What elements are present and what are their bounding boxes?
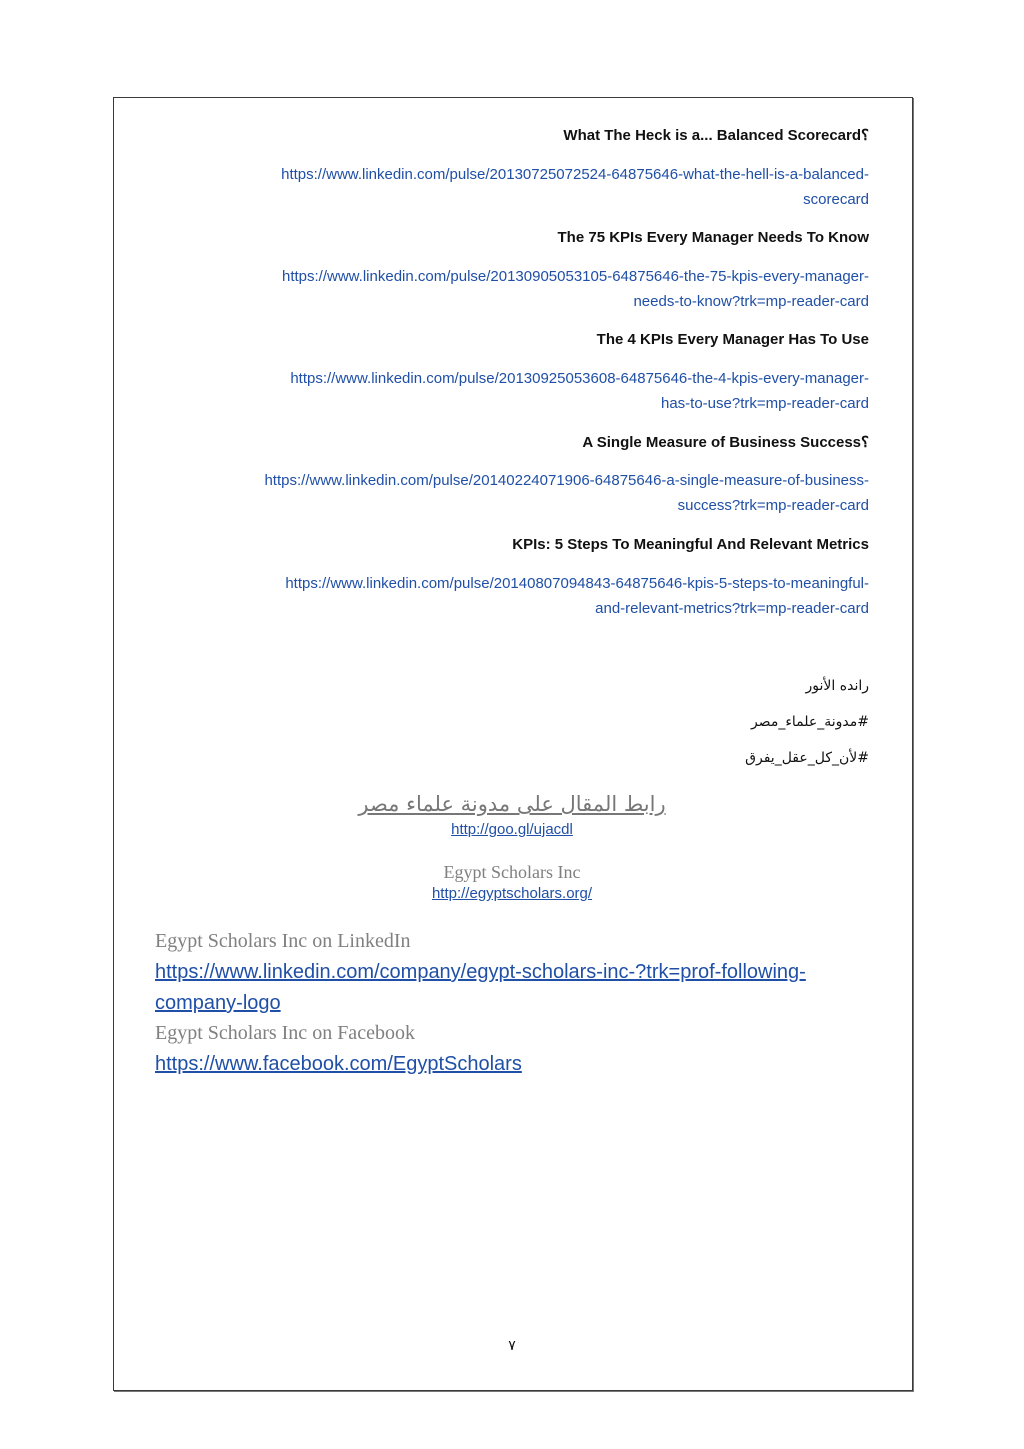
org-url-wrap (152, 884, 872, 904)
article-url-link[interactable]: http://goo.gl/ujacdl (451, 821, 573, 838)
author-name: رانده الأنور (805, 678, 869, 694)
article-link-label[interactable]: رابط المقال على مدونة علماء مصر (358, 792, 666, 816)
reference-3-link[interactable] (152, 366, 869, 416)
reference-5 (152, 535, 869, 555)
linkedin-url-line-1[interactable]: https://www.linkedin.com/company/egypt-scholars-inc-?trk=prof-following- (155, 961, 806, 983)
org-name: Egypt Scholars Inc (443, 862, 581, 882)
reference-2-link[interactable] (152, 264, 869, 314)
reference-title: The 75 KPIs Every Manager Needs To Know (557, 229, 869, 246)
reference-title: KPIs: 5 Steps To Meaningful And Relevant Metrics (512, 536, 869, 553)
org-name-wrap (152, 860, 872, 884)
link-line[interactable]: and-relevant-metrics?trk=mp-reader-card (595, 600, 869, 617)
link-line[interactable]: has-to-use?trk=mp-reader-card (660, 395, 869, 412)
link-line[interactable]: https://www.linkedin.com/pulse/20130925053608-64875646-the-4-kpis-every-manager- (290, 370, 869, 387)
reference-3 (152, 330, 869, 350)
link-line[interactable]: scorecard (803, 191, 869, 208)
reference-title: The 4 KPIs Every Manager Has To Use (596, 331, 869, 348)
hashtag-blog[interactable]: #مدونة_علماء_مصر (750, 714, 869, 730)
linkedin-label: Egypt Scholars Inc on LinkedIn (155, 930, 411, 952)
org-url-link[interactable]: http://egyptscholars.org/ (431, 885, 593, 902)
facebook-url-link[interactable]: https://www.facebook.com/EgyptScholars (155, 1053, 522, 1075)
reference-title: A Single Measure of Business Success؟ (582, 434, 869, 451)
link-line[interactable]: success?trk=mp-reader-card (677, 497, 869, 514)
link-line[interactable]: https://www.linkedin.com/pulse/20130725072524-64875646-what-the-hell-is-a-balanced- (281, 166, 869, 183)
reference-title: What The Heck is a... Balanced Scorecard؟ (563, 127, 869, 144)
article-url-wrap (152, 820, 872, 840)
link-line[interactable]: https://www.linkedin.com/pulse/20140807094843-64875646-kpis-5-steps-to-meaningful- (285, 575, 869, 592)
link-line[interactable]: https://www.linkedin.com/pulse/20140224071906-64875646-a-single-measure-of-business- (264, 472, 869, 489)
reference-1 (152, 126, 869, 146)
reference-4 (152, 433, 869, 453)
facebook-label: Egypt Scholars Inc on Facebook (155, 1022, 415, 1044)
reference-5-link[interactable] (152, 571, 869, 621)
reference-4-link[interactable] (152, 468, 869, 518)
reference-2 (152, 228, 869, 248)
link-line[interactable]: https://www.linkedin.com/pulse/20130905053105-64875646-the-75-kpis-every-manager- (281, 268, 869, 285)
linkedin-url-line-2[interactable]: company-logo (155, 992, 281, 1014)
page-number: ٧ (508, 1338, 516, 1354)
article-link-label-wrap (152, 789, 872, 819)
reference-1-link[interactable] (152, 162, 869, 212)
link-line[interactable]: needs-to-know?trk=mp-reader-card (633, 293, 869, 310)
hashtag-mind[interactable]: #لأن_كل_عقل_يفرق (745, 750, 869, 766)
